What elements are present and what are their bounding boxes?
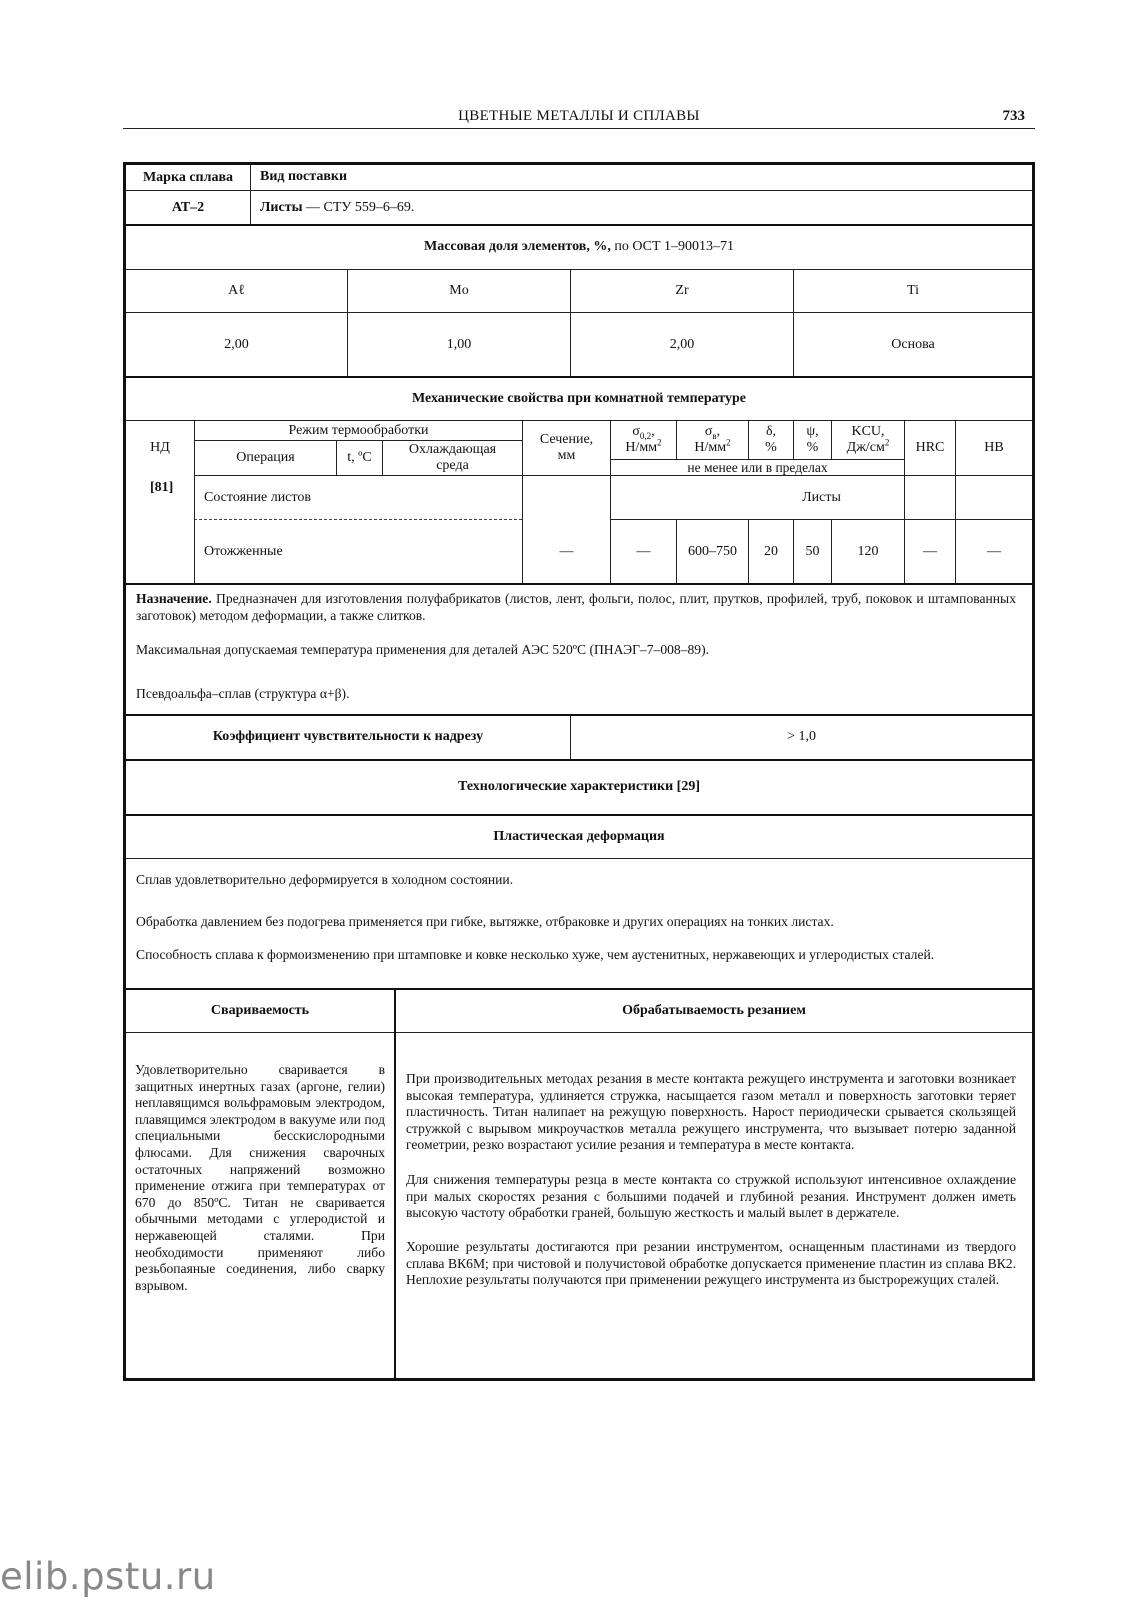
nd-reference: [81] bbox=[150, 480, 174, 495]
temperature-header: t, ºС bbox=[347, 450, 372, 465]
max-temperature-text: Максимальная допускаемая температура применения для деталей АЭС 520ºС (ПНАЭГ–7–008–89). bbox=[136, 642, 710, 657]
min-or-range-note: не менее или в пределах bbox=[687, 459, 828, 475]
value-mo: 1,00 bbox=[446, 336, 472, 352]
reduction-of-area-header: ψ, % bbox=[806, 424, 819, 455]
notch-sensitivity-label: Коэффициент чувствительности к надрезу bbox=[212, 729, 484, 744]
running-header bbox=[123, 106, 1035, 129]
value-al: 2,00 bbox=[224, 336, 249, 352]
section-value: — bbox=[559, 543, 574, 559]
section-title: ЦВЕТНЫЕ МЕТАЛЛЫ И СПЛАВЫ bbox=[458, 108, 700, 124]
machinability-p2: Для снижения температуры резца в месте контакта со стружкой используют интенсивное охлаждение при малых скоростях резания с большими подачей и глубиной резания. Инструмент должен иметь высокую частоту обработки граней, большую жесткость и малый вылет в держателе. bbox=[406, 1172, 1016, 1221]
tensile-strength-value: 600–750 bbox=[688, 543, 737, 559]
mechanical-title: Механические свойства при комнатной температуре bbox=[412, 390, 746, 406]
hrc-header: HRC bbox=[915, 440, 945, 455]
heat-treatment-header: Режим термообработки bbox=[288, 422, 429, 438]
plastic-deformation-p2: Обработка давлением без подогрева применяется при гибке, вытяжке, отбраковке и других операциях на тонких листах. bbox=[136, 914, 834, 929]
plastic-deformation-p1: Сплав удовлетворительно деформируется в холодном состоянии. bbox=[136, 872, 514, 887]
element-zr: Zr bbox=[675, 283, 689, 298]
tech-characteristics-title: Технологические характеристики [29] bbox=[458, 779, 700, 794]
cooling-medium-header: Охлаждающая среда bbox=[408, 442, 497, 473]
yield-strength-value: — bbox=[636, 543, 651, 559]
value-ti: Основа bbox=[891, 336, 935, 352]
element-mo: Mo bbox=[449, 283, 469, 298]
yield-strength-header: $\sigma_{0,2}$, $Н/мм^2$ bbox=[625, 424, 662, 455]
hb-header: HB bbox=[984, 440, 1004, 455]
page-number: 733 bbox=[1002, 108, 1025, 124]
impact-toughness-value: 120 bbox=[857, 543, 879, 559]
watermark: elib.pstu.ru bbox=[0, 1555, 216, 1598]
purpose-text: Назначение. Предназначен для изготовления полуфабрикатов (листов, лент, фольги, полос, плит, прутков, профилей, труб, поковок и штампованных заготовок) методом деформации, а также слитков. bbox=[136, 591, 1016, 623]
hb-value: — bbox=[987, 543, 1001, 559]
grade-header: Марка сплава bbox=[142, 169, 234, 185]
structure-text: Псевдоальфа–сплав (структура α+β). bbox=[136, 686, 350, 701]
operation-header: Операция bbox=[236, 450, 295, 465]
supply-header: Вид поставки bbox=[260, 169, 348, 184]
elongation-header: δ, % bbox=[765, 424, 777, 455]
machinability-p3: Хорошие результаты достигаются при резании инструментом, оснащенным пластинами из твердого сплава ВК6М; при чистовой и получистовой обработке допускается применение пластин из сплава ВК2. Неплохие результаты получаются при применении режущего инструмента из быстрорежущих сталей. bbox=[406, 1239, 1016, 1288]
weldability-title: Свариваемость bbox=[210, 1002, 310, 1018]
hrc-value: — bbox=[923, 543, 937, 559]
alloy-datasheet bbox=[123, 162, 1035, 1381]
reduction-of-area-value: 50 bbox=[805, 543, 820, 559]
supply-value: Листы — СТУ 559–6–69. bbox=[260, 200, 415, 215]
machinability-p1: При производительных методах резания в месте контакта режущего инструмента и заготовки возникает высокая температура, удлиняется стружка, насыщается газом металл и поверхность заготовки теряет пластичность. Титан налипает на режущую поверхность. Нарост периодически срывается скользящей стружкой с вырывом микроучастков металла режущего инструмента, что вызывает потерю заданной геометрии, резко возрастают усилие резания и температура в месте контакта. bbox=[406, 1071, 1016, 1153]
nd-header: НД bbox=[150, 440, 170, 455]
elongation-value: 20 bbox=[764, 543, 778, 559]
element-al: Aℓ bbox=[228, 283, 245, 298]
plastic-deformation-p3: Способность сплава к формоизменению при штамповке и ковке несколько хуже, чем аустенитных, нержавеющих и углеродистых сталей. bbox=[136, 947, 935, 962]
grade-value: АТ–2 bbox=[171, 199, 205, 215]
tensile-strength-header: $\sigma_в$, $Н/мм^2$ bbox=[694, 424, 731, 455]
impact-toughness-header: KCU, $Дж/см^2$ bbox=[846, 424, 890, 455]
plastic-deformation-title: Пластическая деформация bbox=[493, 828, 665, 844]
element-ti: Ti bbox=[907, 283, 919, 298]
product-label: Листы bbox=[802, 489, 841, 505]
notch-sensitivity-value: > 1,0 bbox=[787, 729, 816, 744]
composition-title: Массовая доля элементов, %, по ОСТ 1–90013–71 bbox=[423, 239, 734, 254]
sheet-state-label: Состояние листов bbox=[204, 490, 311, 505]
value-zr: 2,00 bbox=[669, 336, 695, 352]
operation-value: Отожженные bbox=[204, 544, 283, 559]
weldability-text: Удовлетворительно сваривается в защитных инертных газах (аргоне, гелии) неплавящимся вольфрамовым электродом, плавящимся электродом в вакууме или под специальными бесскислородными флюсами. Для снижения сварочных остаточных напряжений возможно применение отжига при температурах от 670 до 850ºС. Титан не сваривается обычными методами с углеродистой и нержавеющей сталями. При необходимости применяют либо резьбопаяные соединения, либо сварку взрывом. bbox=[135, 1062, 385, 1293]
section-header: Сечение, мм bbox=[539, 432, 594, 463]
machinability-title: Обрабатываемость резанием bbox=[622, 1002, 806, 1018]
